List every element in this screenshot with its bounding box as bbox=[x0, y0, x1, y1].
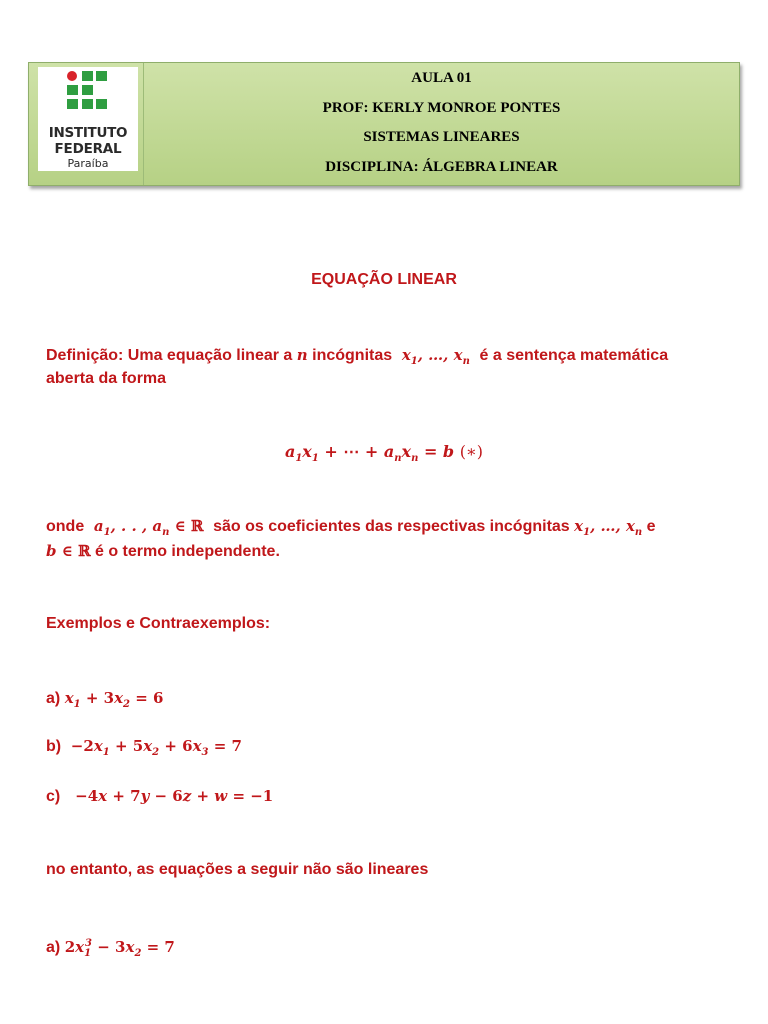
example-a-equation: $x_1 + 3x_2 = 6$ bbox=[64, 689, 164, 710]
section-title: EQUAÇÃO LINEAR bbox=[311, 271, 457, 288]
institute-logo bbox=[38, 67, 138, 171]
header-title-block bbox=[144, 63, 739, 185]
logo-text-line3: Paraíba bbox=[67, 157, 109, 170]
counterexample-a-equation: $2x_1^3 - 3x_2 = 7$ bbox=[64, 938, 175, 959]
math-coefficients: $a_1$, . . , $a_n$ ∈ ℝ bbox=[88, 517, 204, 538]
where-text-b: é o termo independente. bbox=[94, 543, 280, 560]
general-linear-equation: $a_1x_1$ + ⋯ + $a_nx_n = b$ (∗) bbox=[284, 442, 484, 465]
where-line-2 bbox=[46, 539, 280, 564]
math-n: n bbox=[296, 346, 308, 364]
example-b-label: b) bbox=[46, 738, 62, 755]
counterexample-a bbox=[46, 932, 175, 966]
lesson-topic: SISTEMAS LINEARES bbox=[363, 129, 520, 145]
example-a bbox=[46, 686, 163, 717]
where-text-a: são os coeficientes das respectivas incógnitas bbox=[213, 518, 570, 535]
math-b-in-r: b ∈ ℝ bbox=[46, 542, 91, 560]
definition-text-b: incógnitas bbox=[312, 347, 393, 364]
discipline-name: DISCIPLINA: ÁLGEBRA LINEAR bbox=[325, 158, 558, 175]
example-c-equation: −4x + 7y − 6z + w = −1 bbox=[75, 787, 274, 805]
counterexample-a-label: a) bbox=[46, 939, 61, 956]
where-e: e bbox=[646, 518, 656, 535]
definition-text-c: é a sentença matemática bbox=[479, 347, 669, 364]
definition-label: Definição: bbox=[46, 347, 124, 364]
example-b-equation: $-2x_1 + 5x_2 + 6x_3 = 7$ bbox=[70, 737, 242, 758]
examples-title: Exemplos e Contraexemplos: bbox=[46, 615, 271, 632]
logo-cell bbox=[29, 63, 144, 185]
professor-name: PROF: KERLY MONROE PONTES bbox=[322, 99, 561, 116]
example-c bbox=[46, 784, 273, 809]
logo-mark-icon bbox=[67, 71, 109, 113]
definition-line-2: aberta da forma bbox=[46, 370, 167, 387]
lesson-number: AULA 01 bbox=[411, 70, 472, 86]
math-unknowns: $x_1$, …, $x_n$ bbox=[396, 346, 470, 367]
math-unknowns-2: $x_1$, …, $x_n$ bbox=[574, 517, 643, 538]
non-linear-intro: no entanto, as equações a seguir não são lineares bbox=[46, 861, 429, 878]
logo-text-line2: FEDERAL bbox=[54, 141, 122, 157]
where-onde: onde bbox=[46, 518, 85, 535]
example-c-label: c) bbox=[46, 788, 61, 805]
example-b bbox=[46, 734, 242, 765]
logo-text-line1: INSTITUTO bbox=[48, 125, 128, 141]
definition-text-a: Uma equação linear a bbox=[127, 347, 293, 364]
example-a-label: a) bbox=[46, 690, 61, 707]
document-header bbox=[28, 62, 740, 186]
